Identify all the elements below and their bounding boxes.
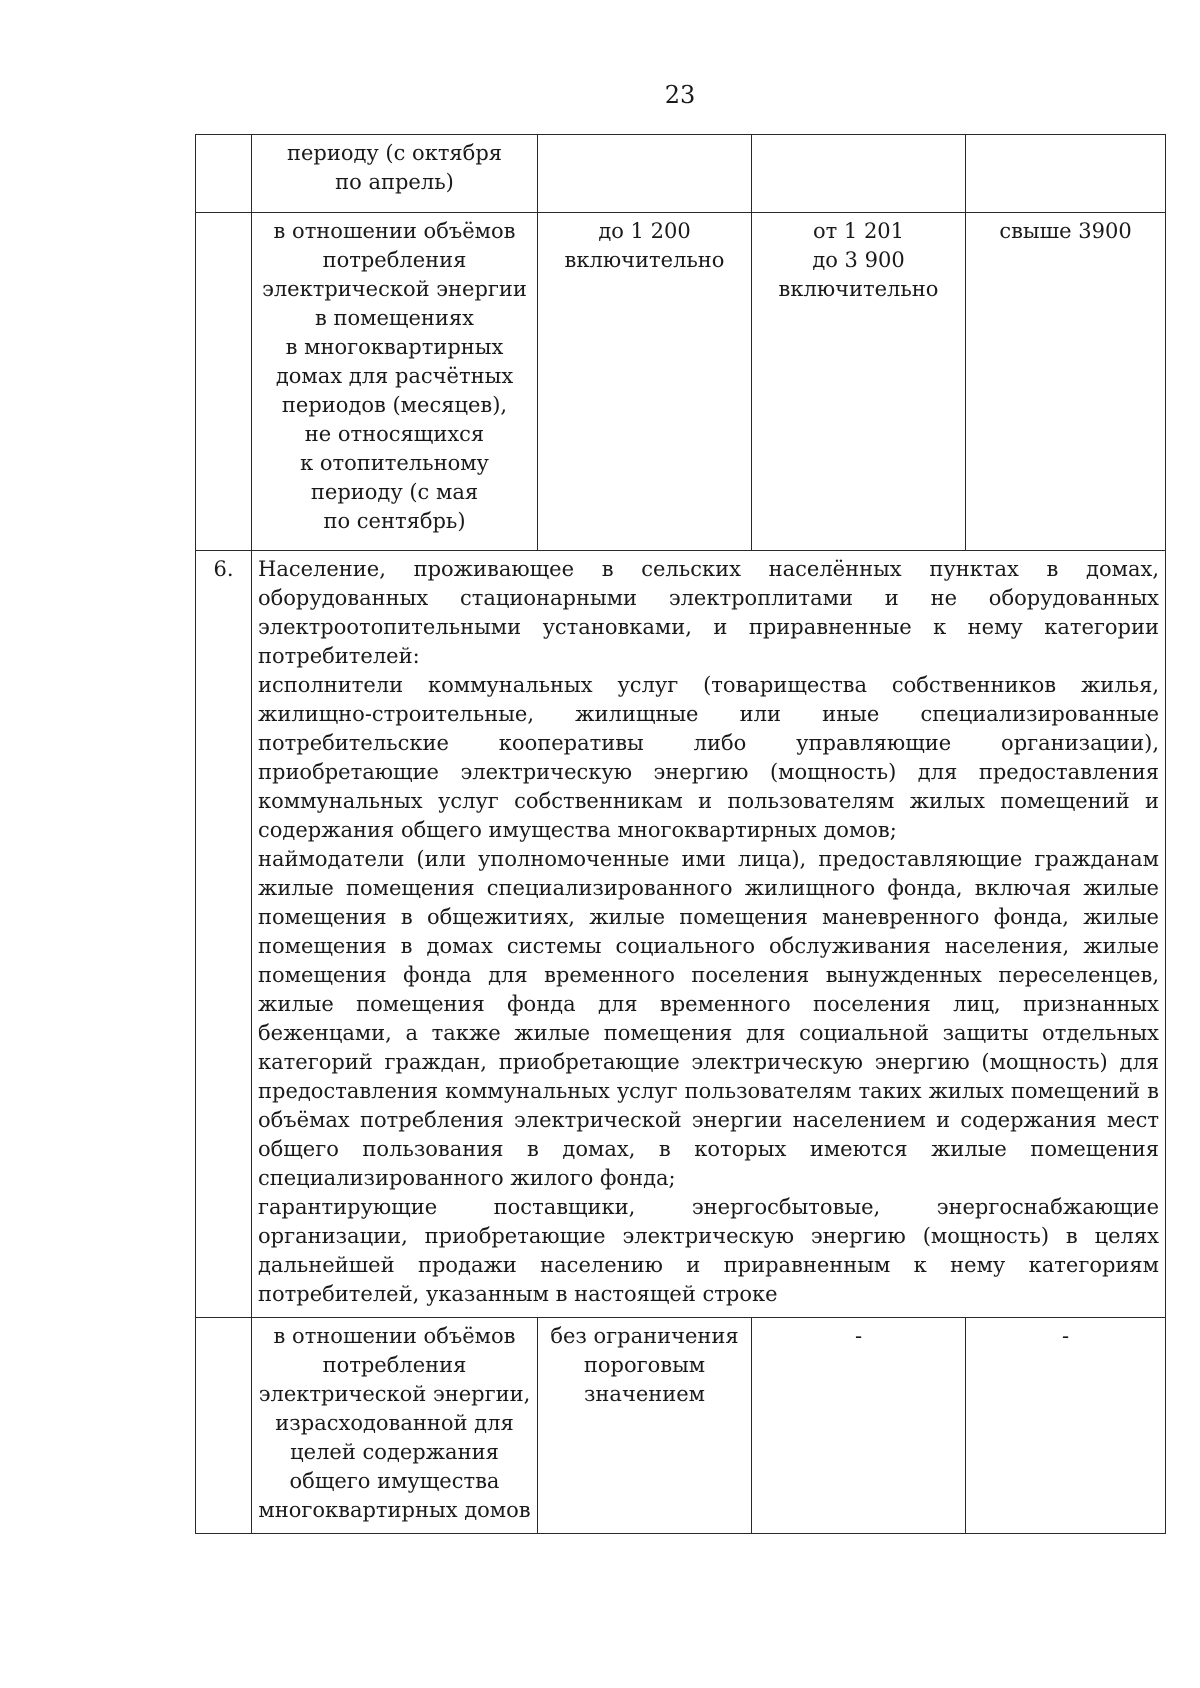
table-row-common-property — [196, 1318, 1166, 1534]
page-number: 23 — [664, 81, 696, 109]
threshold-line: от 1 201 — [812, 219, 905, 243]
category-paragraph: исполнители коммунальных услуг (товарищества собственников жилья, жилищно-строительные, жилищные или иные специализированные потребительские кооперативы либо управляющие организации), приобретающие электрическую энергию (мощность) для предоставления коммунальных услуг собственникам и пользователям жилых помещений и содержания общего имущества многоквартирных домов; — [258, 673, 1159, 842]
description-line: к отопительному — [300, 451, 489, 475]
threshold-line: до 3 900 — [812, 248, 905, 272]
description-line: израсходованной для — [275, 1411, 514, 1435]
row-number-cell — [196, 213, 252, 551]
description-line: в отношении объёмов — [273, 1324, 516, 1348]
threshold-line: пороговым — [583, 1353, 706, 1377]
description-line: периоду (с октября — [286, 141, 503, 165]
threshold-cell-2 — [752, 213, 966, 551]
row-number-cell: 6. — [196, 551, 252, 1318]
threshold-cell-1 — [538, 213, 752, 551]
description-line: электрической энергии — [262, 277, 527, 301]
category-paragraph: Население, проживающее в сельских населённых пунктах в домах, оборудованных стационарными электроплитами и не оборудованных электроотопительными установками, и приравненные к нему категории потребителей: — [258, 557, 1159, 668]
threshold-line: до 1 200 — [598, 219, 691, 243]
table-row-6 — [196, 551, 1166, 1318]
description-line: электрической энергии, — [258, 1382, 531, 1406]
category-paragraph: наймодатели (или уполномоченные ими лица), предоставляющие гражданам жилые помещения специализированного жилищного фонда, включая жилые помещения в общежитиях, жилые помещения маневренного фонда, жилые помещения в домах системы социального обслуживания населения, жилые помещения фонда для временного поселения вынужденных переселенцев, жилые помещения фонда для временного поселения лиц, признанных беженцами, а также жилые помещения для социальной защиты отдельных категорий граждан, приобретающие электрическую энергию (мощность) для предоставления коммунальных услуг пользователям таких жилых помещений в объёмах потребления электрической энергии населением и содержания мест общего пользования в домах, в которых имеются жилые помещения специализированного жилого фонда; — [258, 847, 1159, 1190]
description-line: периодов (месяцев), — [281, 393, 508, 417]
table-row-heating-tail — [196, 135, 1166, 213]
description-line: потребления — [322, 1353, 467, 1377]
description-line: общего имущества — [289, 1469, 500, 1493]
description-line: периоду (с мая — [310, 480, 479, 504]
category-paragraph: гарантирующие поставщики, энергосбытовые, энергоснабжающие организации, приобретающие электрическую энергию (мощность) в целях дальнейшей продажи населению и приравненным к нему категориям потребителей, указанным в настоящей строке — [258, 1195, 1159, 1306]
threshold-line: значением — [583, 1382, 706, 1406]
description-line: целей содержания — [290, 1440, 499, 1464]
description-cell — [252, 213, 538, 551]
threshold-cell-3: - — [966, 1318, 1166, 1534]
category-description-cell — [252, 551, 1166, 1318]
description-line: по апрель) — [335, 170, 454, 194]
description-line: домах для расчётных — [275, 364, 514, 388]
description-line: не относящихся — [304, 422, 485, 446]
description-line: в отношении объёмов — [273, 219, 516, 243]
threshold-cell-1 — [538, 135, 752, 213]
description-line: в помещениях — [315, 306, 474, 330]
description-cell — [252, 1318, 538, 1534]
threshold-cell-3: свыше 3900 — [966, 213, 1166, 551]
row-number-cell — [196, 135, 252, 213]
tariff-table — [195, 134, 1166, 1534]
description-line: по сентябрь) — [323, 509, 466, 533]
threshold-cell-2: - — [752, 1318, 966, 1534]
table-row-non-heating — [196, 213, 1166, 551]
threshold-line: включительно — [778, 277, 939, 301]
row-number-cell — [196, 1318, 252, 1534]
description-cell — [252, 135, 538, 213]
threshold-line: включительно — [564, 248, 725, 272]
threshold-cell-1 — [538, 1318, 752, 1534]
description-line: в многоквартирных — [285, 335, 504, 359]
threshold-line: без ограничения — [550, 1324, 739, 1348]
threshold-cell-2 — [752, 135, 966, 213]
description-line: многоквартирных домов — [258, 1498, 531, 1522]
threshold-cell-3 — [966, 135, 1166, 213]
description-line: потребления — [322, 248, 467, 272]
